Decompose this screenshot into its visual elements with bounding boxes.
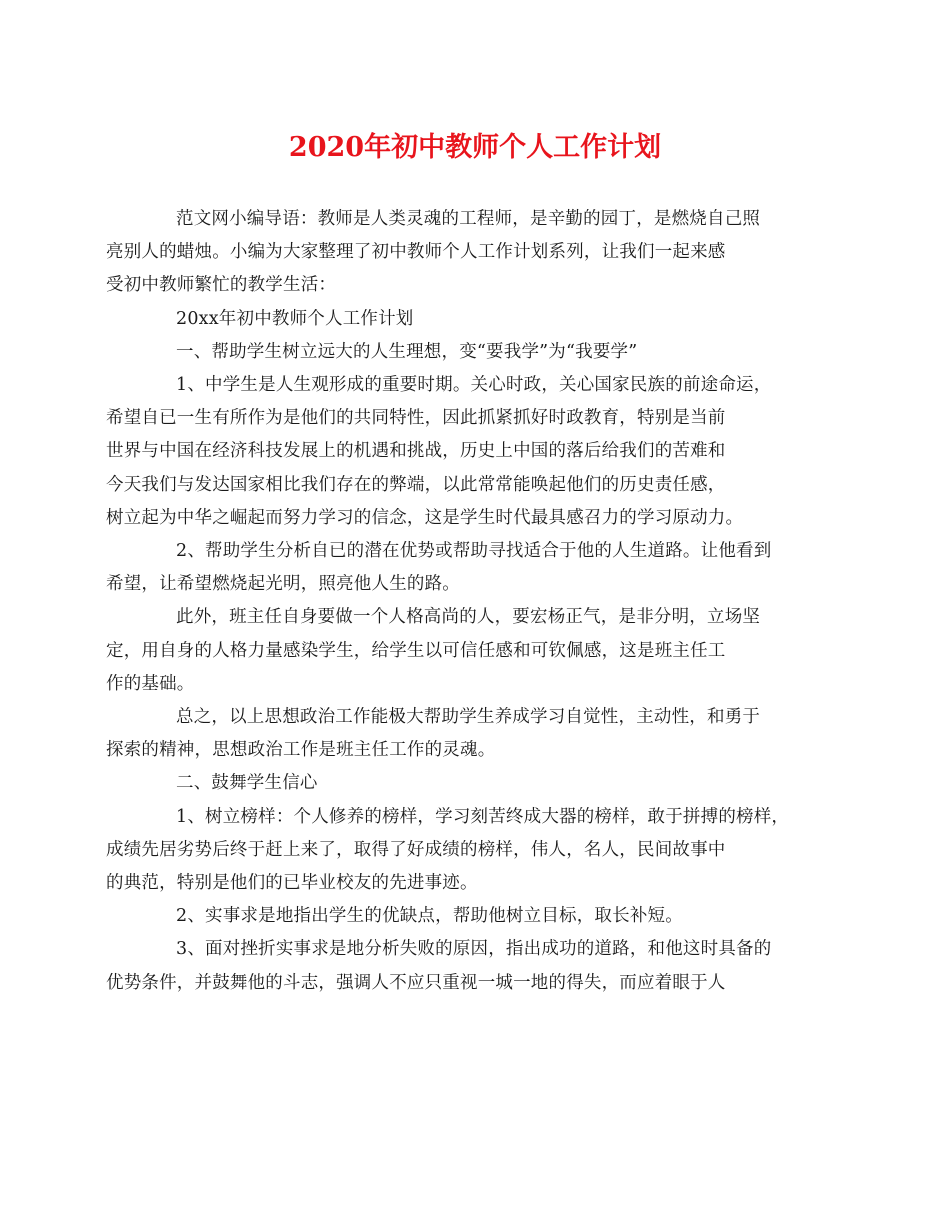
- paragraph-intro: [106, 203, 811, 303]
- document-title: 2020年初中教师个人工作计划: [288, 132, 662, 163]
- paragraph-role-models: [106, 801, 811, 901]
- text-line: 树立起为中华之崛起而努力学习的信念，这是学生时代最具感召力的学习原动力。: [106, 507, 744, 528]
- text-line: 优势条件，并鼓舞他的斗志，强调人不应只重视一城一地的得失，而应着眼于人: [106, 972, 726, 993]
- text-line: 希望自已一生有所作为是他们的共同特性，因此抓紧抓好时政教育，特别是当前: [106, 408, 726, 429]
- paragraph-item-2: [106, 535, 811, 601]
- document-body: [106, 203, 811, 1000]
- text-line: 今天我们与发达国家相比我们存在的弊端，以此常常能唤起他们的历史责任感，: [106, 474, 726, 495]
- text-line: 作的基础。: [106, 673, 195, 694]
- text-line: 希望，让希望燃烧起光明，照亮他人生的路。: [106, 574, 460, 595]
- text-line: 世界与中国在经济科技发展上的机遇和挑战，历史上中国的落后给我们的苦难和: [106, 441, 726, 462]
- text-line: 此外，班主任自身要做一个人格高尚的人，要宏杨正气，是非分明，立场坚: [176, 607, 761, 628]
- text-line: 受初中教师繁忙的教学生活：: [106, 275, 337, 296]
- text-line: 2、帮助学生分析自已的潜在优势或帮助寻找适合于他的人生道路。让他看到: [176, 541, 772, 562]
- text-line: 二、鼓舞学生信心: [176, 773, 318, 794]
- paragraph-setbacks: [106, 933, 811, 999]
- text-line: 2、实事求是地指出学生的优缺点，帮助他树立目标，取长补短。: [176, 906, 683, 927]
- text-line: 一、帮助学生树立远大的人生理想，变“要我学”为“我要学”: [176, 341, 638, 362]
- text-line: 1、中学生是人生观形成的重要时期。关心时政，关心国家民族的前途命运，: [176, 375, 772, 396]
- text-line: 1、树立榜样：个人修养的榜样，学习刻苦终成大器的榜样，敢于拼搏的榜样，: [176, 806, 790, 827]
- text-line: 3、面对挫折实事求是地分析失败的原因，指出成功的道路，和他这时具备的: [176, 939, 772, 960]
- text-line: 的典范，特别是他们的已毕业校友的先进事迹。: [106, 873, 478, 894]
- text-line: 亮别人的蜡烛。小编为大家整理了初中教师个人工作计划系列，让我们一起来感: [106, 242, 726, 263]
- text-line: 定，用自身的人格力量感染学生，给学生以可信任感和可钦佩感，这是班主任工: [106, 640, 726, 661]
- paragraph-strengths: [141, 900, 811, 933]
- section-heading-2: [141, 767, 811, 800]
- paragraph-item-1: [106, 369, 811, 535]
- paragraph-additionally: [106, 601, 811, 701]
- paragraph-subtitle: [141, 303, 811, 336]
- text-line: 探索的精神，思想政治工作是班主任工作的灵魂。: [106, 740, 496, 761]
- section-heading-1: [141, 336, 811, 369]
- text-line: 20xx年初中教师个人工作计划: [176, 308, 414, 329]
- text-line: 成绩先居劣势后终于赶上来了，取得了好成绩的榜样，伟人，名人，民间故事中: [106, 839, 726, 860]
- paragraph-summary: [106, 701, 811, 767]
- text-line: 总之，以上思想政治工作能极大帮助学生养成学习自觉性，主动性，和勇于: [176, 707, 761, 728]
- text-line: 范文网小编导语：教师是人类灵魂的工程师，是辛勤的园丁，是燃烧自己照: [176, 209, 761, 229]
